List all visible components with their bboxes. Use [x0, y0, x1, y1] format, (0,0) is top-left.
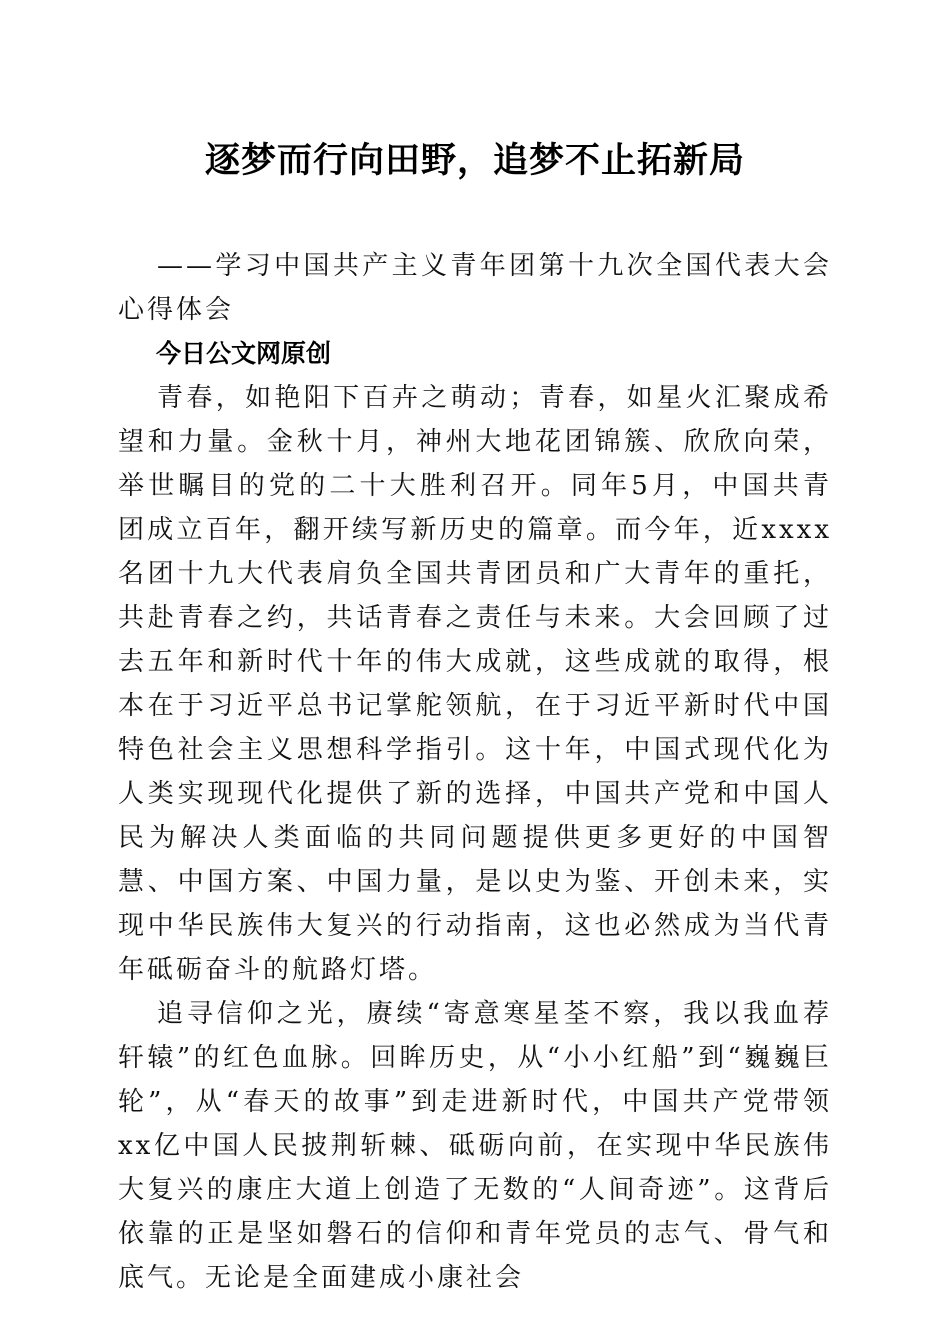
body-paragraph-1: 青春，如艳阳下百卉之萌动；青春，如星火汇聚成希望和力量。金秋十月，神州大地花团锦簇、欣欣向荣，举世瞩目的党的二十大胜利召开。同年5月，中国共青团成立百年，翻开续写新历史的篇章。而今年，近xxxx名团十九大代表肩负全国共青团员和广大青年的重托，共赴青春之约，共话青春之责任与未来。大会回顾了过去五年和新时代十年的伟大成就，这些成就的取得，根本在于习近平总书记掌舵领航，在于习近平新时代中国特色社会主义思想科学指引。这十年，中国式现代化为人类实现现代化提供了新的选择，中国共产党和中国人民为解决人类面临的共同问题提供更多更好的中国智慧、中国方案、中国力量，是以史为鉴、开创未来，实现中华民族伟大复兴的行动指南，这也必然成为当代青年砥砺奋斗的航路灯塔。 [118, 383, 832, 985]
body-paragraph-2: 追寻信仰之光，赓续“寄意寒星荃不察，我以我血荐轩辕”的红色血脉。回眸历史，从“小小红船”到“巍巍巨轮”，从“春天的故事”到走进新时代，中国共产党带领xx亿中国人民披荆斩棘、砥砺向前，在实现中华民族伟大复兴的康庄大道上创造了无数的“人间奇迹”。这背后依靠的正是坚如磐石的信仰和青年党员的志气、骨气和底气。无论是全面建成小康社会 [118, 999, 832, 1293]
source-label: 今日公文网原创 [156, 339, 332, 368]
document-title: 逐梦而行向田野，追梦不止拓新局 [204, 140, 745, 181]
document-subtitle: ——学习中国共产主义青年团第十九次全国代表大会心得体会 [118, 251, 832, 325]
